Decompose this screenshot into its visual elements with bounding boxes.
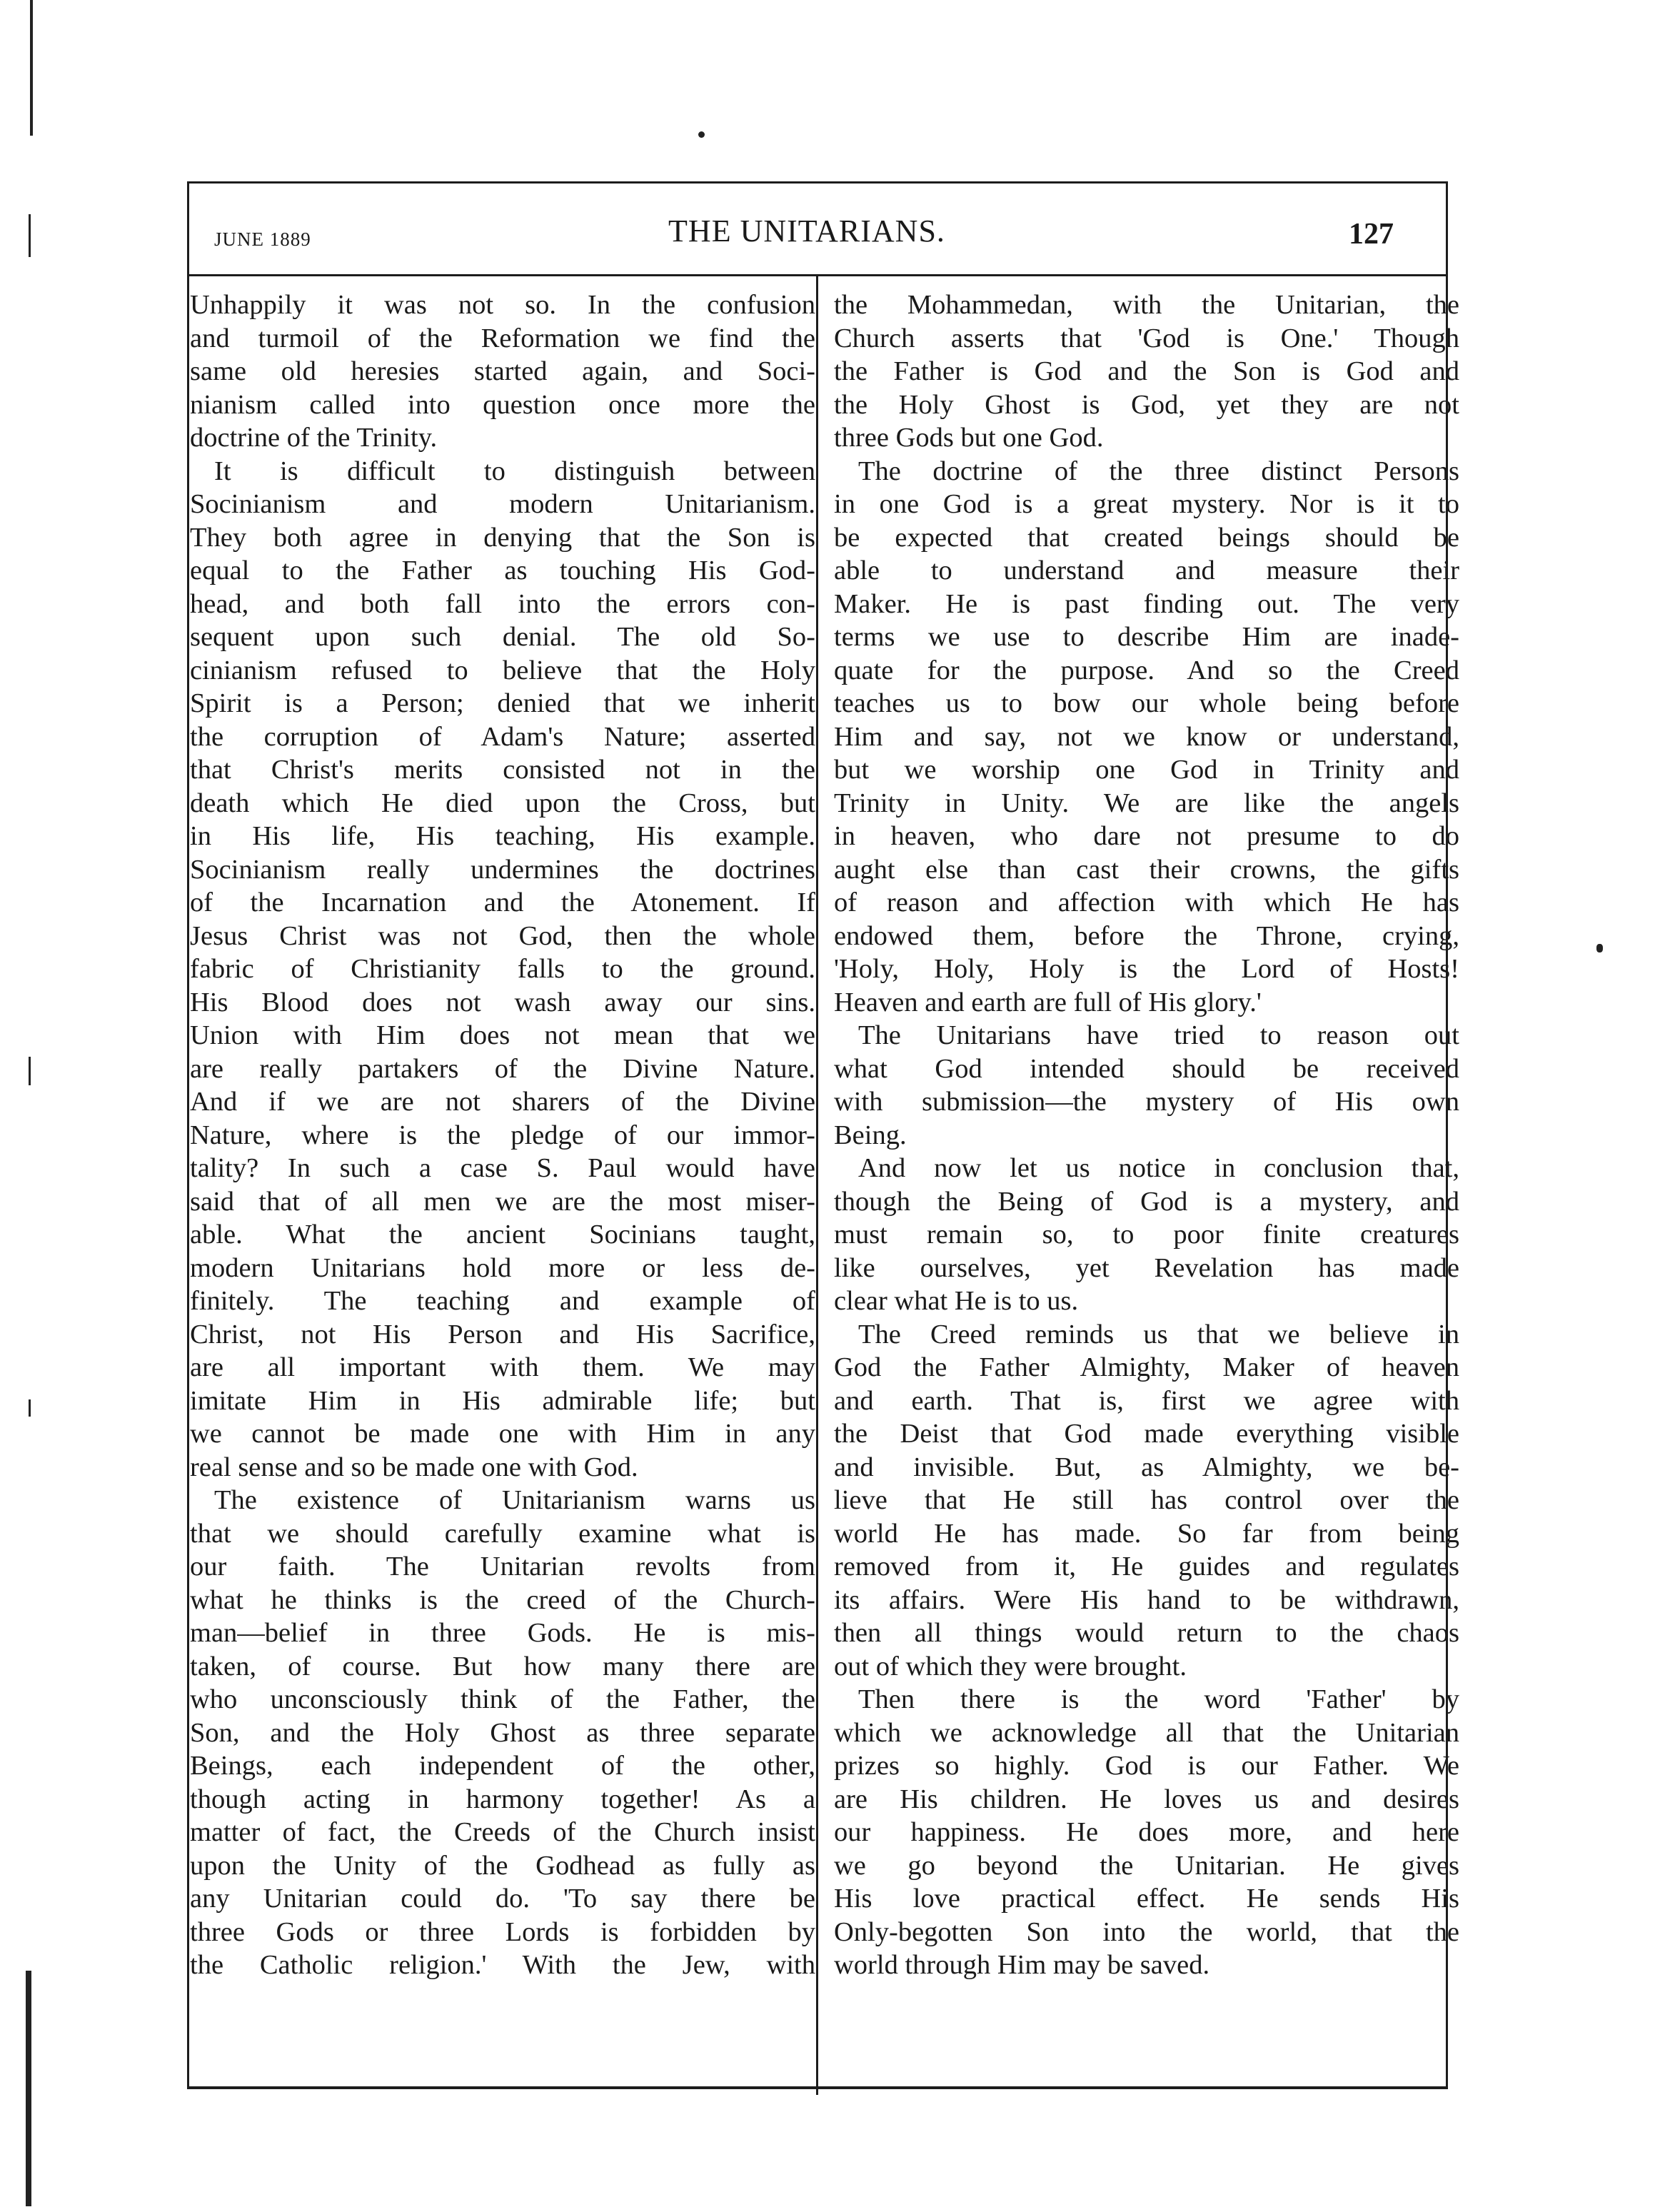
text-line: Nature, where is the pledge of our immor- bbox=[190, 1120, 815, 1150]
text-line: endowed them, before the Throne, crying, bbox=[834, 920, 1459, 951]
text-line: Socinianism and modern Unitarianism. bbox=[190, 489, 815, 519]
text-line: finitely. The teaching and example of bbox=[190, 1286, 815, 1316]
text-line: The Unitarians have tried to reason out bbox=[858, 1020, 1459, 1050]
text-line: Socinianism really undermines the doctrines bbox=[190, 854, 815, 885]
text-line: man—belief in three Gods. He is mis- bbox=[190, 1618, 815, 1648]
text-line: of reason and affection with which He has bbox=[834, 888, 1459, 918]
text-line: able. What the ancient Socinians taught, bbox=[190, 1220, 815, 1250]
text-line: quate for the purpose. And so the Creed bbox=[834, 655, 1459, 685]
text-line: His Blood does not wash away our sins. bbox=[190, 987, 815, 1017]
text-line: then all things would return to the chaos bbox=[834, 1618, 1459, 1648]
text-line: head, and both fall into the errors con- bbox=[190, 588, 815, 619]
text-line: are all important with them. We may bbox=[190, 1352, 815, 1382]
text-line: Son, and the Holy Ghost as three separate bbox=[190, 1717, 815, 1748]
text-line: in His life, His teaching, His example. bbox=[190, 821, 815, 851]
text-line: Maker. He is past finding out. The very bbox=[834, 588, 1459, 619]
text-line: are really partakers of the Divine Nature. bbox=[190, 1053, 815, 1084]
text-line: world through Him may be saved. bbox=[834, 1950, 1210, 1980]
text-line: be expected that created beings should be bbox=[834, 522, 1459, 553]
text-line: three Gods but one God. bbox=[834, 423, 1104, 453]
text-line: They both agree in denying that the Son is bbox=[190, 522, 815, 553]
text-line: The doctrine of the three distinct Persons bbox=[858, 456, 1459, 486]
scan-margin-mark bbox=[29, 1057, 31, 1085]
text-line: Him and say, not we know or understand, bbox=[834, 721, 1459, 752]
text-line: aught else than cast their crowns, the gifts bbox=[834, 854, 1459, 885]
text-line: the Deist that God made everything visible bbox=[834, 1419, 1459, 1449]
running-header bbox=[214, 213, 1399, 270]
text-line: out of which they were brought. bbox=[834, 1651, 1187, 1681]
text-line: death which He died upon the Cross, but bbox=[190, 788, 815, 818]
text-line: and invisible. But, as Almighty, we be- bbox=[834, 1452, 1459, 1482]
text-line: though the Being of God is a mystery, and bbox=[834, 1186, 1459, 1217]
text-line: like ourselves, yet Revelation has made bbox=[834, 1252, 1459, 1283]
text-line: that Christ's merits consisted not in the bbox=[190, 755, 815, 785]
text-line: in heaven, who dare not presume to do bbox=[834, 821, 1459, 851]
text-line: what he thinks is the creed of the Church- bbox=[190, 1584, 815, 1615]
text-line: we go beyond the Unitarian. He gives bbox=[834, 1850, 1459, 1881]
scan-speck bbox=[698, 131, 705, 138]
text-line: what God intended should be received bbox=[834, 1053, 1459, 1084]
text-line: clear what He is to us. bbox=[834, 1286, 1079, 1316]
text-line: who unconsciously think of the Father, the bbox=[190, 1684, 815, 1714]
text-line: fabric of Christianity falls to the ground. bbox=[190, 954, 815, 984]
text-line: the Holy Ghost is God, yet they are not bbox=[834, 389, 1459, 420]
text-line: imitate Him in His admirable life; but bbox=[190, 1385, 815, 1416]
header-title: THE UNITARIANS. bbox=[668, 213, 945, 248]
text-line: the Father is God and the Son is God and bbox=[834, 356, 1459, 386]
right-column bbox=[834, 288, 1459, 1982]
text-line: we cannot be made one with Him in any bbox=[190, 1419, 815, 1449]
text-line: the corruption of Adam's Nature; asserted bbox=[190, 721, 815, 752]
scan-margin-mark bbox=[30, 0, 33, 136]
text-line: nianism called into question once more the bbox=[190, 389, 815, 420]
header-date: JUNE 1889 bbox=[214, 228, 311, 250]
scan-margin-mark bbox=[26, 1971, 31, 2206]
text-line: God the Father Almighty, Maker of heaven bbox=[834, 1352, 1459, 1382]
text-line: upon the Unity of the Godhead as fully as bbox=[190, 1850, 815, 1881]
text-line: sequent upon such denial. The old So- bbox=[190, 622, 815, 652]
text-line: able to understand and measure their bbox=[834, 555, 1459, 585]
text-line: matter of fact, the Creeds of the Church insist bbox=[190, 1817, 815, 1847]
text-line: Church asserts that 'God is One.' Though bbox=[834, 323, 1459, 353]
text-line: taken, of course. But how many there are bbox=[190, 1651, 815, 1681]
scan-margin-mark bbox=[29, 214, 31, 257]
text-line: but we worship one God in Trinity and bbox=[834, 755, 1459, 785]
scan-speck bbox=[1596, 944, 1603, 952]
text-line: And if we are not sharers of the Divine bbox=[190, 1087, 815, 1117]
text-line: and earth. That is, first we agree with bbox=[834, 1385, 1459, 1416]
text-line: its affairs. Were His hand to be withdrawn, bbox=[834, 1584, 1459, 1615]
text-line: that we should carefully examine what is bbox=[190, 1518, 815, 1549]
text-line: and turmoil of the Reformation we find the bbox=[190, 323, 815, 353]
text-line: which we acknowledge all that the Unitarian bbox=[834, 1717, 1459, 1748]
text-line: Christ, not His Person and His Sacrifice, bbox=[190, 1319, 815, 1349]
text-line: equal to the Father as touching His God- bbox=[190, 555, 815, 585]
text-line: though acting in harmony together! As a bbox=[190, 1784, 815, 1814]
text-line: world He has made. So far from being bbox=[834, 1518, 1459, 1549]
text-line: Unhappily it was not so. In the confusion bbox=[190, 290, 815, 320]
column-divider bbox=[816, 276, 818, 2095]
left-column bbox=[190, 288, 815, 1982]
text-line: with submission—the mystery of His own bbox=[834, 1087, 1459, 1117]
bottom-rule bbox=[187, 2086, 1448, 2089]
text-line: removed from it, He guides and regulates bbox=[834, 1552, 1459, 1582]
text-line: And now let us notice in conclusion that, bbox=[858, 1153, 1459, 1183]
text-line: are His children. He loves us and desires bbox=[834, 1784, 1459, 1814]
text-line: tality? In such a case S. Paul would have bbox=[190, 1153, 815, 1183]
text-line: It is difficult to distinguish between bbox=[214, 456, 815, 486]
text-line: 'Holy, Holy, Holy is the Lord of Hosts! bbox=[834, 954, 1459, 984]
text-line: of the Incarnation and the Atonement. If bbox=[190, 888, 815, 918]
text-line: Only-begotten Son into the world, that the bbox=[834, 1916, 1459, 1947]
text-line: the Mohammedan, with the Unitarian, the bbox=[834, 290, 1459, 320]
text-line: same old heresies started again, and Soci- bbox=[190, 356, 815, 386]
text-line: our happiness. He does more, and here bbox=[834, 1817, 1459, 1847]
text-line: cinianism refused to believe that the Holy bbox=[190, 655, 815, 685]
text-line: the Catholic religion.' With the Jew, with bbox=[190, 1950, 815, 1980]
text-line: lieve that He still has control over the bbox=[834, 1485, 1459, 1515]
text-line: terms we use to describe Him are inade- bbox=[834, 622, 1459, 652]
text-line: Beings, each independent of the other, bbox=[190, 1751, 815, 1781]
text-line: teaches us to bow our whole being before bbox=[834, 688, 1459, 718]
text-line: three Gods or three Lords is forbidden by bbox=[190, 1916, 815, 1947]
text-line: our faith. The Unitarian revolts from bbox=[190, 1552, 815, 1582]
text-line: in one God is a great mystery. Nor is it to bbox=[834, 489, 1459, 519]
text-line: any Unitarian could do. 'To say there be bbox=[190, 1884, 815, 1914]
text-line: Jesus Christ was not God, then the whole bbox=[190, 920, 815, 951]
text-line: Trinity in Unity. We are like the angels bbox=[834, 788, 1459, 818]
page-number: 127 bbox=[1349, 218, 1394, 251]
text-line: Union with Him does not mean that we bbox=[190, 1020, 815, 1050]
text-line: The existence of Unitarianism warns us bbox=[214, 1485, 815, 1515]
text-line: Then there is the word 'Father' by bbox=[858, 1684, 1459, 1714]
text-line: prizes so highly. God is our Father. We bbox=[834, 1751, 1459, 1781]
text-line: modern Unitarians hold more or less de- bbox=[190, 1252, 815, 1283]
text-line: real sense and so be made one with God. bbox=[190, 1452, 638, 1482]
text-line: The Creed reminds us that we believe in bbox=[858, 1319, 1459, 1349]
scan-margin-mark bbox=[29, 1399, 31, 1417]
text-line: doctrine of the Trinity. bbox=[190, 423, 438, 453]
text-line: must remain so, to poor finite creatures bbox=[834, 1220, 1459, 1250]
text-line: Spirit is a Person; denied that we inherit bbox=[190, 688, 815, 718]
text-line: said that of all men we are the most miser- bbox=[190, 1186, 815, 1217]
text-line: Being. bbox=[834, 1120, 907, 1150]
text-line: Heaven and earth are full of His glory.' bbox=[834, 987, 1262, 1017]
text-line: His love practical effect. He sends His bbox=[834, 1884, 1459, 1914]
